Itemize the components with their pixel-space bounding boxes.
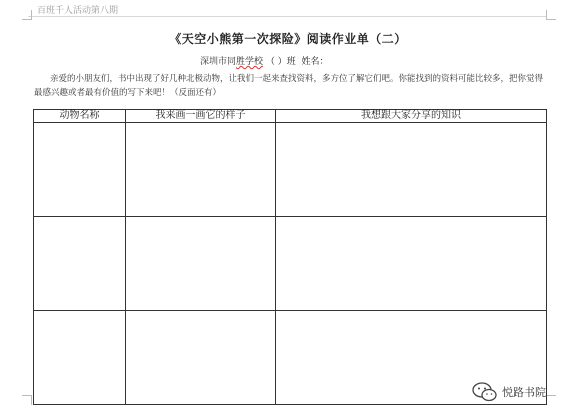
name-label: 姓名： — [301, 57, 329, 67]
wechat-logo-icon — [472, 382, 498, 402]
header-draw-it: 我来画一画它的样子 — [126, 110, 276, 123]
knowledge-cell[interactable] — [276, 123, 547, 217]
animal-name-cell[interactable] — [34, 311, 126, 405]
intro-paragraph — [34, 72, 546, 100]
corner-mark-top-right — [546, 10, 556, 20]
knowledge-cell[interactable] — [276, 217, 547, 311]
header-share-knowledge: 我想跟大家分享的知识 — [276, 110, 547, 123]
student-info-line — [200, 54, 329, 67]
page-header: 百班千人活动第八期 — [37, 6, 119, 16]
logo-text: 悦路书院 — [502, 386, 546, 399]
intro-text: 亲爱的小朋友们，书中出现了好几种北极动物，让我们一起来查找资料，多方位了解它们吧。你能找到的资料可能比较多，把你觉得最感兴趣或者最有价值的写下来吧！（反面还有） — [34, 74, 544, 98]
table-row — [34, 311, 547, 405]
worksheet-table — [33, 109, 547, 405]
document-title: 《天空小熊第一次探险》阅读作业单（二） — [169, 32, 407, 46]
table-row — [34, 123, 547, 217]
table-header-row — [34, 110, 547, 123]
drawing-cell[interactable] — [126, 311, 276, 405]
school-name: 深圳市同 — [200, 57, 237, 67]
corner-mark-top-left — [22, 10, 32, 20]
school-name-spellcheck: 胜学校 — [236, 57, 264, 67]
animal-name-cell[interactable] — [34, 123, 126, 217]
header-rule — [28, 16, 546, 17]
header-animal-name: 动物名称 — [34, 110, 126, 123]
drawing-cell[interactable] — [126, 217, 276, 311]
animal-name-cell[interactable] — [34, 217, 126, 311]
drawing-cell[interactable] — [126, 123, 276, 217]
table-row — [34, 217, 547, 311]
corner-mark-bottom-left — [22, 395, 32, 405]
class-blank: （ ）班 — [265, 57, 296, 67]
corner-mark-bottom-right — [546, 395, 556, 405]
watermark-logo — [472, 382, 546, 402]
